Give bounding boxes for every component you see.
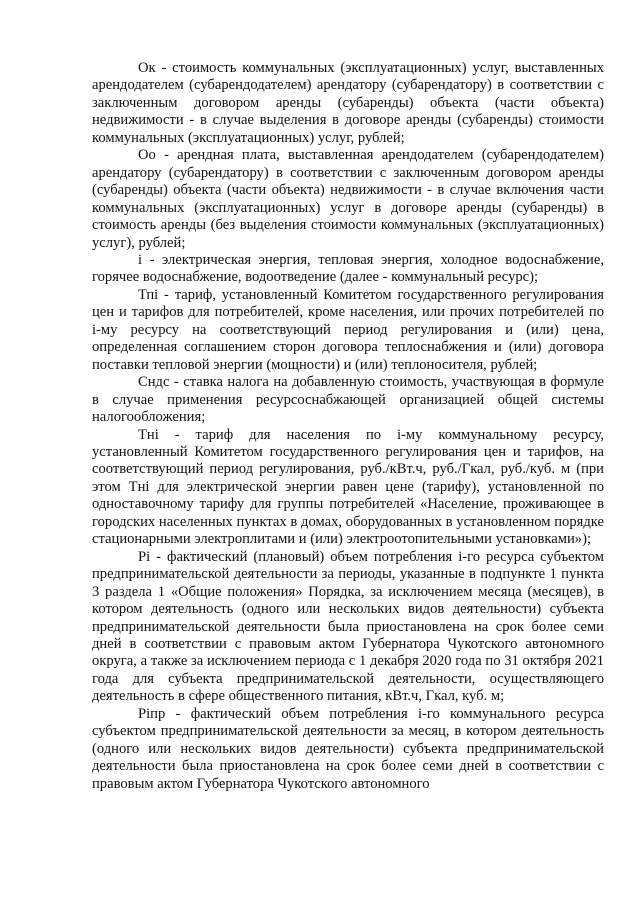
definition-pipr: Piпр - фактический объем потребления i-го коммунального ресурса субъектом предпринимательской деятельности за месяц, в котором деятельность (одного или нескольких видов деятельности) субъекта предпринимательской деятельности была приостановлена на срок более семи дней в соответствии с правовым актом Губернатора Чукотского автономного (92, 705, 604, 792)
definition-oo: Оо - арендная плата, выставленная арендодателем (субарендодателем) арендатору (субарендатору) в соответствии с заключенным договором аренды (субаренды) объекта (части объекта) недвижимости - в случае включения части коммунальных (эксплуатационных) услуг в договоре аренды (субаренды) в стоимость аренды (без выделения стоимости коммунальных (эксплуатационных) услуг), рублей; (92, 147, 604, 251)
definition-i: i - электрическая энергия, тепловая энергия, холодное водоснабжение, горячее водоснабжение, водоотведение (далее - коммунальный ресурс); (92, 251, 604, 286)
definition-tpi: Тпi - тариф, установленный Комитетом государственного регулирования цен и тарифов для потребителей, кроме населения, или прочих потребителей по i-му ресурсу на соответствующий период регулирования и (или) цена, определенная соглашением сторон договора теплоснабжения и (или) договора поставки тепловой энергии (мощности) и (или) теплоносителя, рублей; (92, 286, 604, 373)
definition-snds: Сндс - ставка налога на добавленную стоимость, участвующая в формуле в случае применения ресурсоснабжающей организацией общей системы налогообложения; (92, 374, 604, 426)
definition-tni: Тнi - тариф для населения по i-му коммунальному ресурсу, установленный Комитетом государственного регулирования цен и тарифов, на соответствующий период регулирования, руб./кВт.ч, руб./Гкал, руб./куб. м (при этом Тнi для электрической энергии равен цене (тарифу), установленной по одноставочному тарифу для группы потребителей «Население, проживающее в городских населенных пунктах в домах, оборудованных в установленном порядке стационарными электроплитами и (или) электроотопительными установками»); (92, 426, 604, 548)
document-page (92, 60, 604, 793)
definition-pi: Pi - фактический (плановый) объем потребления i-го ресурса субъектом предпринимательской деятельности за периоды, указанные в подпункте 1 пункта 3 раздела 1 «Общие положения» Порядка, за исключением месяца (месяцев), в котором деятельность (одного или нескольких видов деятельности) субъекта предпринимательской деятельности была приостановлена на срок более семи дней в соответствии с правовым актом Губернатора Чукотского автономного округа, а также за исключением периода с 1 декабря 2020 года по 31 октября 2021 года для субъекта предпринимательской деятельности, осуществляющего деятельность в сфере общественного питания, кВт.ч, Гкал, куб. м; (92, 548, 604, 705)
definition-ok: Ок - стоимость коммунальных (эксплуатационных) услуг, выставленных арендодателем (субарендодателем) арендатору (субарендатору) в соответствии с заключенным договором аренды (субаренды) объекта (части объекта) недвижимости - в случае выделения в договоре аренды (субаренды) стоимости коммунальных (эксплуатационных) услуг, рублей; (92, 60, 604, 146)
